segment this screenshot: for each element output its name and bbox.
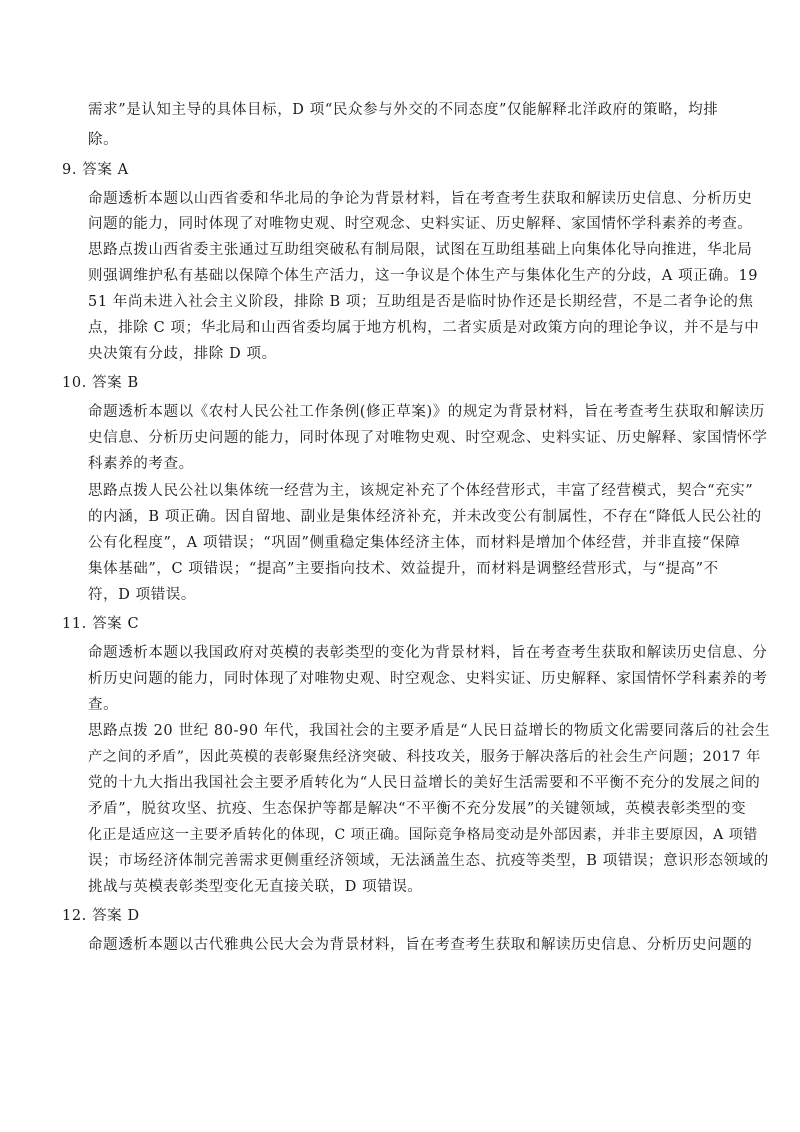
reasoning-line: 点，排除 C 项；华北局和山西省委均属于地方机构，二者实质是对政策方向的理论争议，并不是与中 [88, 320, 760, 336]
analysis-line: 析历史问题的能力，同时体现了对唯物史观、时空观念、史料实证、历史解释、家国情怀学科素养的考 [88, 671, 768, 687]
reasoning-line: 思路点拨人民公社以集体统一经营为主，该规定补充了个体经营形式，丰富了经营模式，契合“充实” [88, 483, 754, 499]
analysis-line: 史信息、分析历史问题的能力，同时体现了对唯物史观、时空观念、史料实证、历史解释、家国情怀学 [88, 430, 768, 446]
reasoning-line: 思路点拨山西省委主张通过互助组突破私有制局限，试图在互助组基础上向集体化导向推进，华北局 [88, 242, 753, 258]
reasoning-line: 产之间的矛盾”，因此英模的表彰聚焦经济突破、科技攻关，服务于解决落后的社会生产问题；2017 年 [88, 749, 761, 765]
paragraph-line: 需求”是认知主导的具体目标，D 项“民众参与外交的不同态度”仅能解释北洋政府的策略，均排 [88, 102, 719, 118]
answer-heading: 11. 答案 C [62, 616, 140, 632]
reasoning-line: 误；市场经济体制完善需求更侧重经济领域，无法涵盖生态、抗疫等类型，B 项错误；意识形态领域的 [88, 853, 769, 869]
answer-heading: 10. 答案 B [62, 375, 139, 391]
paragraph-line: 除。 [88, 132, 119, 148]
reasoning-line: 集体基础”，C 项错误；“提高”主要指向技术、效益提升，而材料是调整经营形式，与“提高”不 [88, 561, 719, 577]
analysis-line: 命题透析本题以古代雅典公民大会为背景材料，旨在考查考生获取和解读历史信息、分析历史问题的 [88, 937, 753, 953]
reasoning-line: 符，D 项错误。 [88, 587, 197, 603]
reasoning-line: 51 年尚未进入社会主义阶段，排除 B 项；互助组是否是临时协作还是长期经营，不是二者争论的焦 [88, 294, 754, 310]
analysis-line: 科素养的考查。 [88, 456, 194, 472]
reasoning-line: 化正是适应这一主要矛盾转化的体现，C 项正确。国际竞争格局变动是外部因素，并非主要原因，A 项错 [88, 827, 758, 843]
reasoning-line: 央决策有分歧，排除 D 项。 [88, 346, 277, 362]
analysis-line: 命题透析本题以我国政府对英模的表彰类型的变化为背景材料，旨在考查考生获取和解读历史信息、分 [88, 645, 768, 661]
reasoning-line: 挑战与英模表彰类型变化无直接关联，D 项错误。 [88, 879, 423, 895]
reasoning-line: 党的十九大指出我国社会主要矛盾转化为“人民日益增长的美好生活需要和不平衡不充分的发展之间的 [88, 775, 761, 791]
reasoning-line: 的内涵，B 项正确。因自留地、副业是集体经济补充，并未改变公有制属性，不存在“降低人民公社的 [88, 509, 762, 525]
reasoning-line: 矛盾”，脱贫攻坚、抗疫、生态保护等都是解决“不平衡不充分发展”的关键领域，英模表彰类型的变 [88, 801, 747, 817]
analysis-line: 命题透析本题以山西省委和华北局的争论为背景材料，旨在考查考生获取和解读历史信息、分析历史 [88, 191, 753, 207]
reasoning-line: 则强调维护私有基础以保障个体生产活力，这一争议是个体生产与集体化生产的分歧，A 项正确。19 [88, 268, 759, 284]
reasoning-line: 公有化程度”，A 项错误；“巩固”侧重稳定集体经济主体，而材料是增加个体经营，并非直接“保障 [88, 535, 741, 551]
reasoning-line: 思路点拨 20 世纪 80-90 年代，我国社会的主要矛盾是“人民日益增长的物质文化需要同落后的社会生 [88, 723, 771, 739]
analysis-line: 查。 [88, 697, 119, 713]
answer-heading: 9. 答案 A [62, 162, 129, 178]
analysis-line: 命题透析本题以《农村人民公社工作条例(修正草案)》的规定为背景材料，旨在考查考生获取和解读历 [88, 404, 765, 420]
answer-heading: 12. 答案 D [62, 908, 140, 924]
analysis-line: 问题的能力，同时体现了对唯物史观、时空观念、史料实证、历史解释、家国情怀学科素养的考查。 [88, 216, 753, 232]
